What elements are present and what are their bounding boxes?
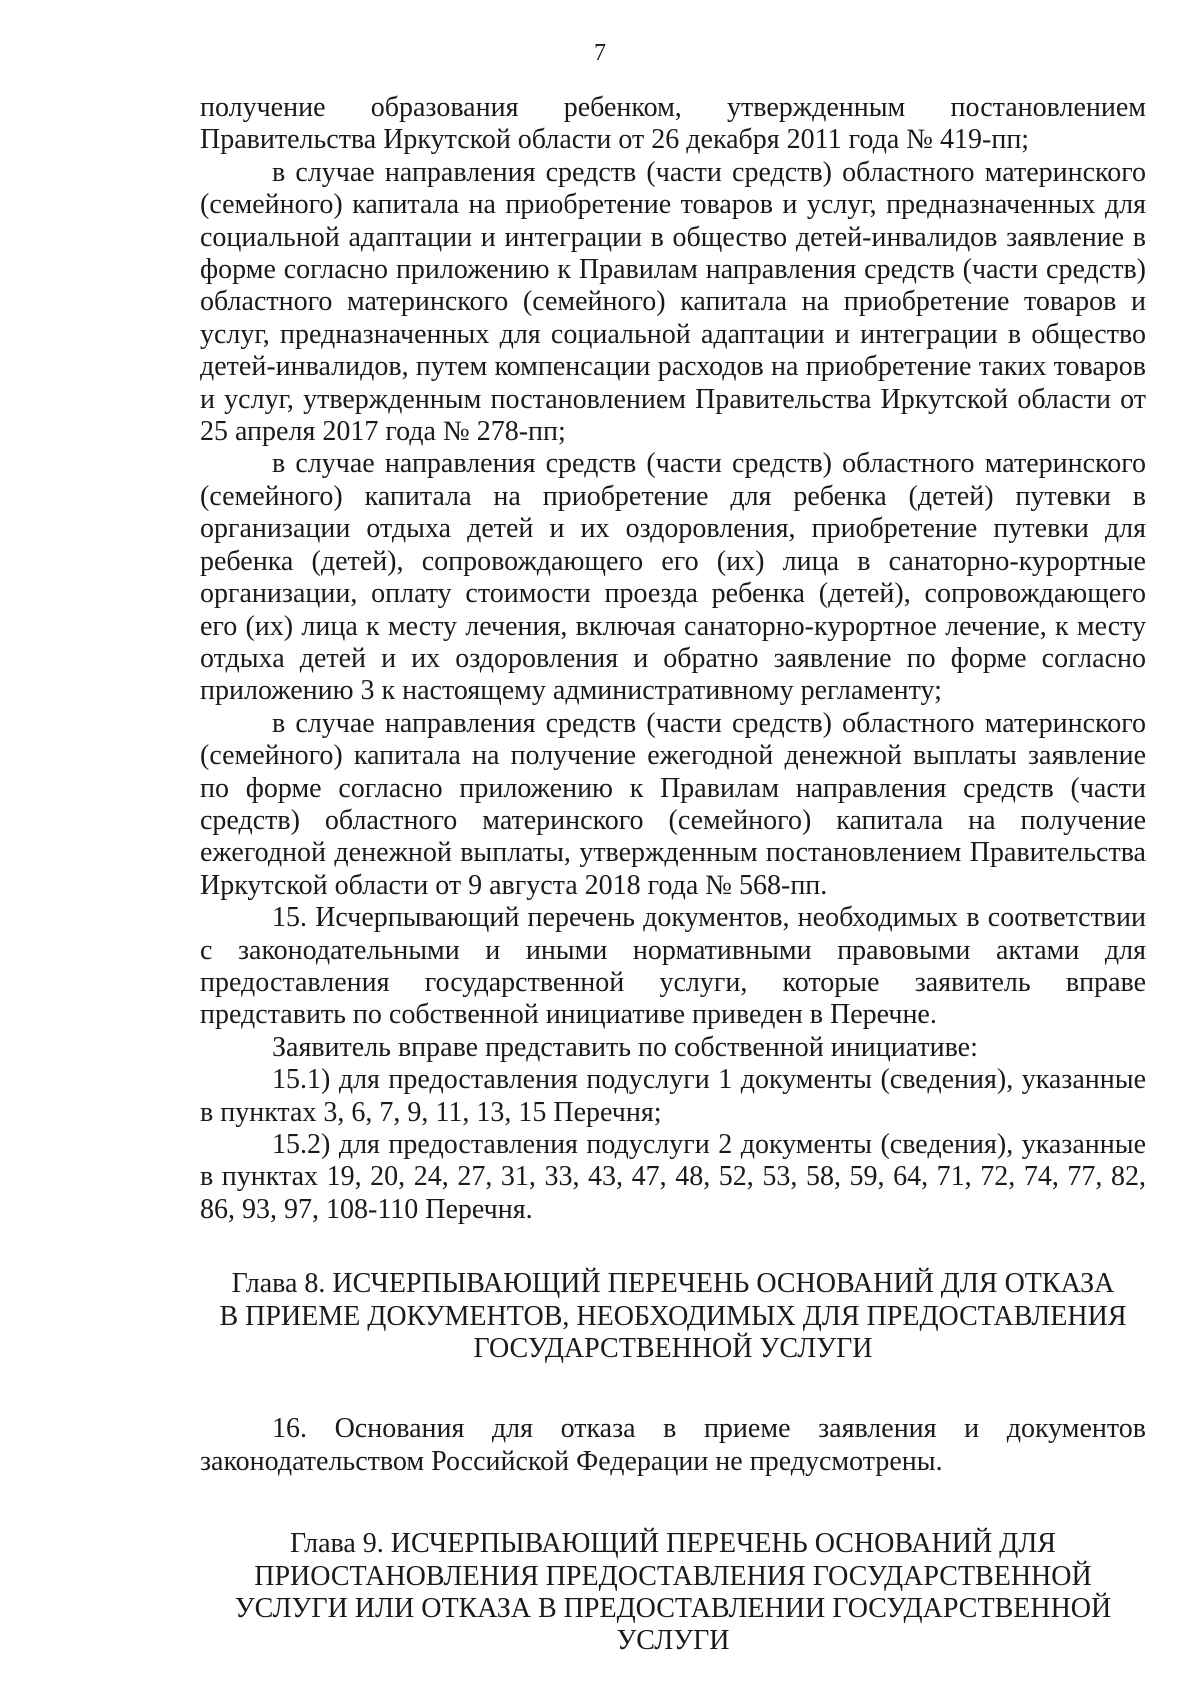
paragraph-16-no-refusal-grounds: 16. Основания для отказа в приеме заявления и документов законодательством Российской Федерации не предусмотрены. [200,1413,1146,1477]
paragraph-applicant-right: Заявитель вправе представить по собственной инициативе: [272,1031,978,1063]
chapter-9-heading-line: Глава 9. ИСЧЕРПЫВАЮЩИЙ ПЕРЕЧЕНЬ ОСНОВАНИЙ ДЛЯ [290,1528,1056,1560]
chapter-9-heading-line: УСЛУГИ [616,1625,730,1657]
chapter-8-heading-line: В ПРИЕМЕ ДОКУМЕНТОВ, НЕОБХОДИМЫХ ДЛЯ ПРЕДОСТАВЛЕНИЯ [219,1300,1127,1332]
paragraph-15-1: 15.1) для предоставления подуслуги 1 документы (сведения), указанные в пунктах 3, 6, 7, 9, 11, 13, 15 Перечня; [200,1064,1146,1128]
paragraph-continuation: получение образования ребенком, утвержденным постановлением Правительства Иркутской области от 26 декабря 2011 года № 419-пп; [200,92,1146,156]
document-body [200,92,1146,1658]
paragraph-disabled-children-goods: в случае направления средств (части средств) областного материнского (семейного) капитала на приобретение товаров и услуг, предназначенных для социальной адаптации и интеграции в общество детей-инвалидов заявление в форме согласно приложению к Правилам направления средств (части средств) областного материнского (семейного) капитала на приобретение товаров и услуг, предназначенных для социальной адаптации и интеграции в общество детей-инвалидов, путем компенсации расходов на приобретение таких товаров и услуг, утвержденным постановлением Правительства Иркутской области от 25 апреля 2017 года № 278-пп; [200,156,1146,448]
chapter-8-heading [200,1268,1146,1365]
chapter-9-heading-line: ПРИОСТАНОВЛЕНИЯ ПРЕДОСТАВЛЕНИЯ ГОСУДАРСТВЕННОЙ [254,1560,1092,1592]
paragraph-annual-payment: в случае направления средств (части средств) областного материнского (семейного) капитала на получение ежегодной денежной выплаты заявление по форме согласно приложению к Правилам направления средств (части средств) областного материнского (семейного) капитала на получение ежегодной денежной выплаты, утвержденным постановлением Правительства Иркутской области от 9 августа 2018 года № 568-пп. [200,707,1146,901]
chapter-8-heading-line: Глава 8. ИСЧЕРПЫВАЮЩИЙ ПЕРЕЧЕНЬ ОСНОВАНИЙ ДЛЯ ОТКАЗА [231,1268,1115,1300]
chapter-8-heading-line: ГОСУДАРСТВЕННОЙ УСЛУГИ [473,1333,873,1365]
paragraph-recreation-vouchers: в случае направления средств (части средств) областного материнского (семейного) капитала на приобретение для ребенка (детей) путевки в организации отдыха детей и их оздоровления, приобретение путевки для ребенка (детей), сопровождающего его (их) лица в санаторно-курортные организации, оплату стоимости проезда ребенка (детей), сопровождающего его (их) лица к месту лечения, включая санаторно-курортное лечение, к месту отдыха детей и их оздоровления и обратно заявление по форме согласно приложению 3 к настоящему административному регламенту; [200,448,1146,707]
chapter-9-heading-line: УСЛУГИ ИЛИ ОТКАЗА В ПРЕДОСТАВЛЕНИИ ГОСУДАРСТВЕННОЙ [234,1593,1112,1625]
chapter-9-heading [200,1528,1146,1658]
paragraph-15-documents-list: 15. Исчерпывающий перечень документов, необходимых в соответствии с законодательными и иными нормативными правовыми актами для предоставления государственной услуги, которые заявитель вправе представить по собственной инициативе приведен в Перечне. [200,902,1146,1031]
page-number: 7 [594,40,606,66]
paragraph-15-2: 15.2) для предоставления подуслуги 2 документы (сведения), указанные в пунктах 19, 20, 24, 27, 31, 33, 43, 47, 48, 52, 53, 58, 59, 64, 71, 72, 74, 77, 82, 86, 93, 97, 108-110 Перечня. [200,1129,1146,1225]
